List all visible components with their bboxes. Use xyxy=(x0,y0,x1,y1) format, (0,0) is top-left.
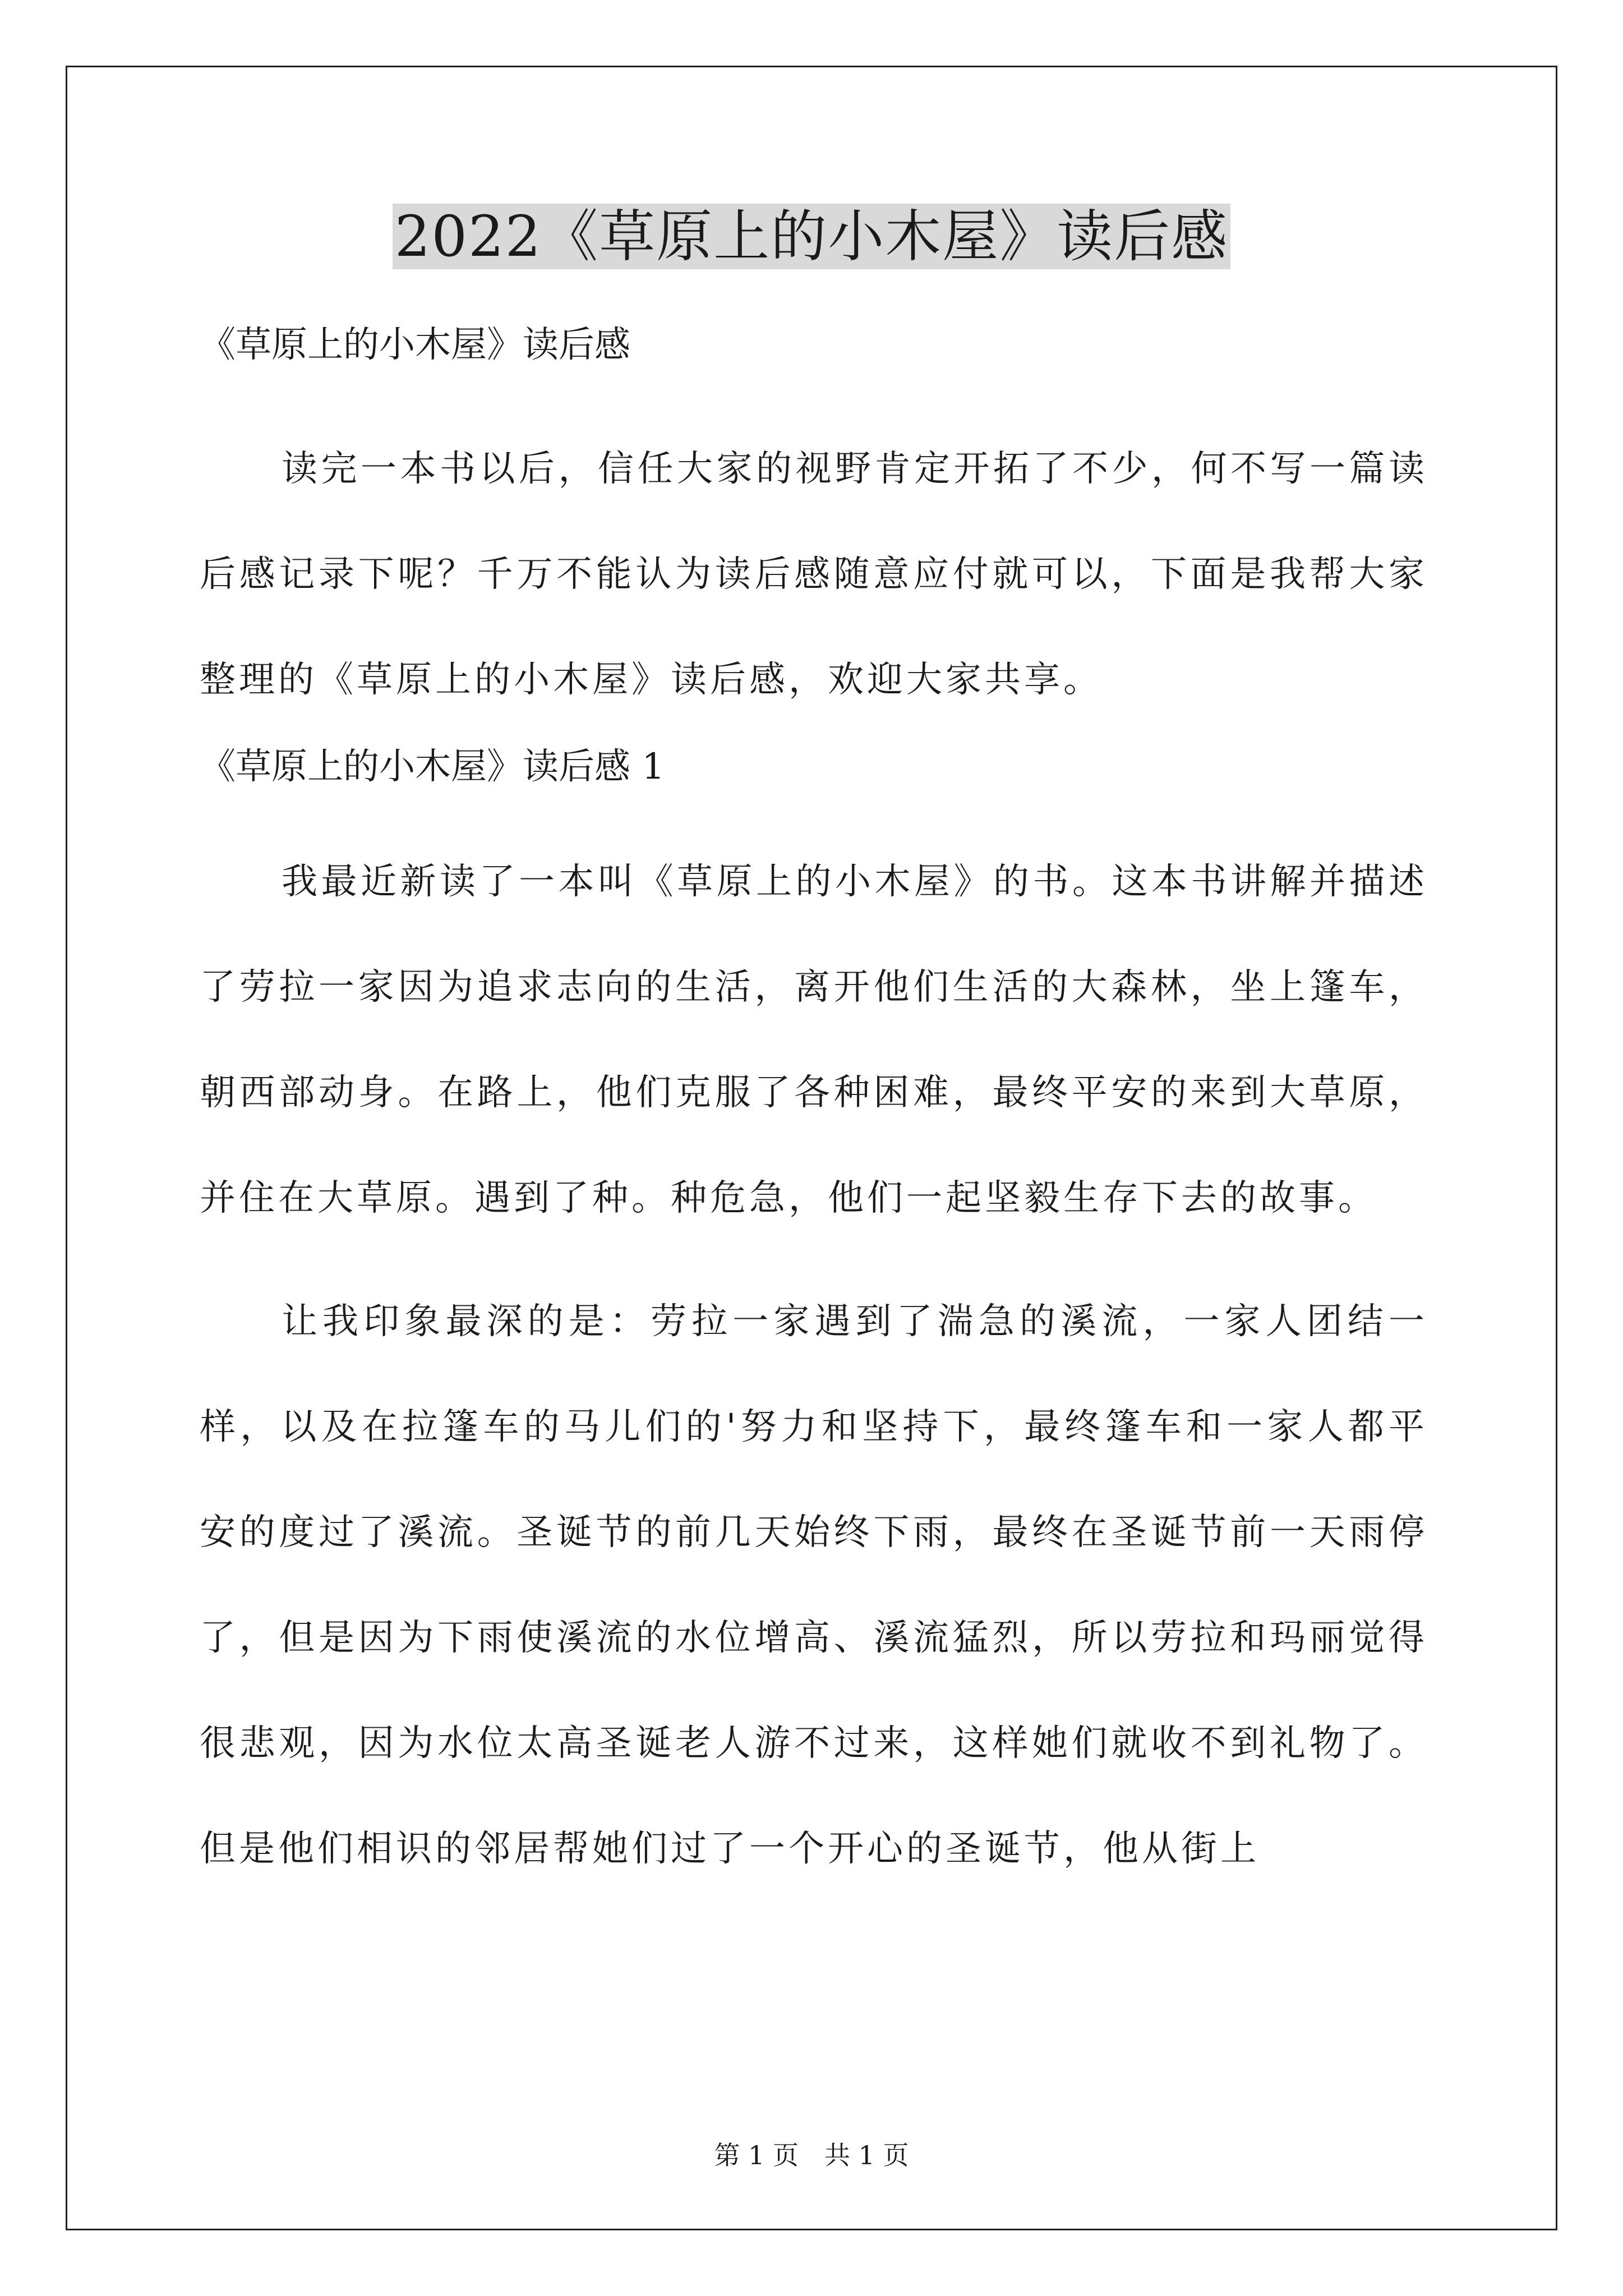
document-title xyxy=(0,197,1623,276)
document-title-text: 2022《草原上的小木屋》读后感 xyxy=(393,204,1231,269)
page-number-footer: 第 1 页 共 1 页 xyxy=(714,2140,909,2170)
intro-paragraph: 读完一本书以后，信任大家的视野肯定开拓了不少，何不写一篇读后感记录下呢？千万不能认为读后感随意应付就可以，下面是我帮大家整理的《草原上的小木屋》读后感，欢迎大家共享。 xyxy=(200,448,1428,701)
document-body xyxy=(200,314,1428,1902)
essay-paragraph-1: 我最近新读了一本叫《草原上的小木屋》的书。这本书讲解并描述了劳拉一家因为追求志向的生活，离开他们生活的大森林，坐上篷车，朝西部动身。在路上，他们克服了各种困难，最终平安的来到大草原，并住在大草原。遇到了种。种危急，他们一起坚毅生存下去的故事。 xyxy=(200,861,1428,1219)
essay-paragraph-2: 让我印象最深的是：劳拉一家遇到了湍急的溪流，一家人团结一样，以及在拉篷车的马儿们的'努力和坚持下，最终篷车和一家人都平安的度过了溪流。圣诞节的前几天始终下雨，最终在圣诞节前一天雨停了，但是因为下雨使溪流的水位增高、溪流猛烈，所以劳拉和玛丽觉得很悲观，因为水位太高圣诞老人游不过来，这样她们就收不到礼物了。但是他们相识的邻居帮她们过了一个开心的圣诞节，他从街上 xyxy=(200,1301,1428,1870)
section-heading-intro: 《草原上的小木屋》读后感 xyxy=(200,324,630,366)
section-heading-essay-1: 《草原上的小木屋》读后感 1 xyxy=(200,746,665,788)
